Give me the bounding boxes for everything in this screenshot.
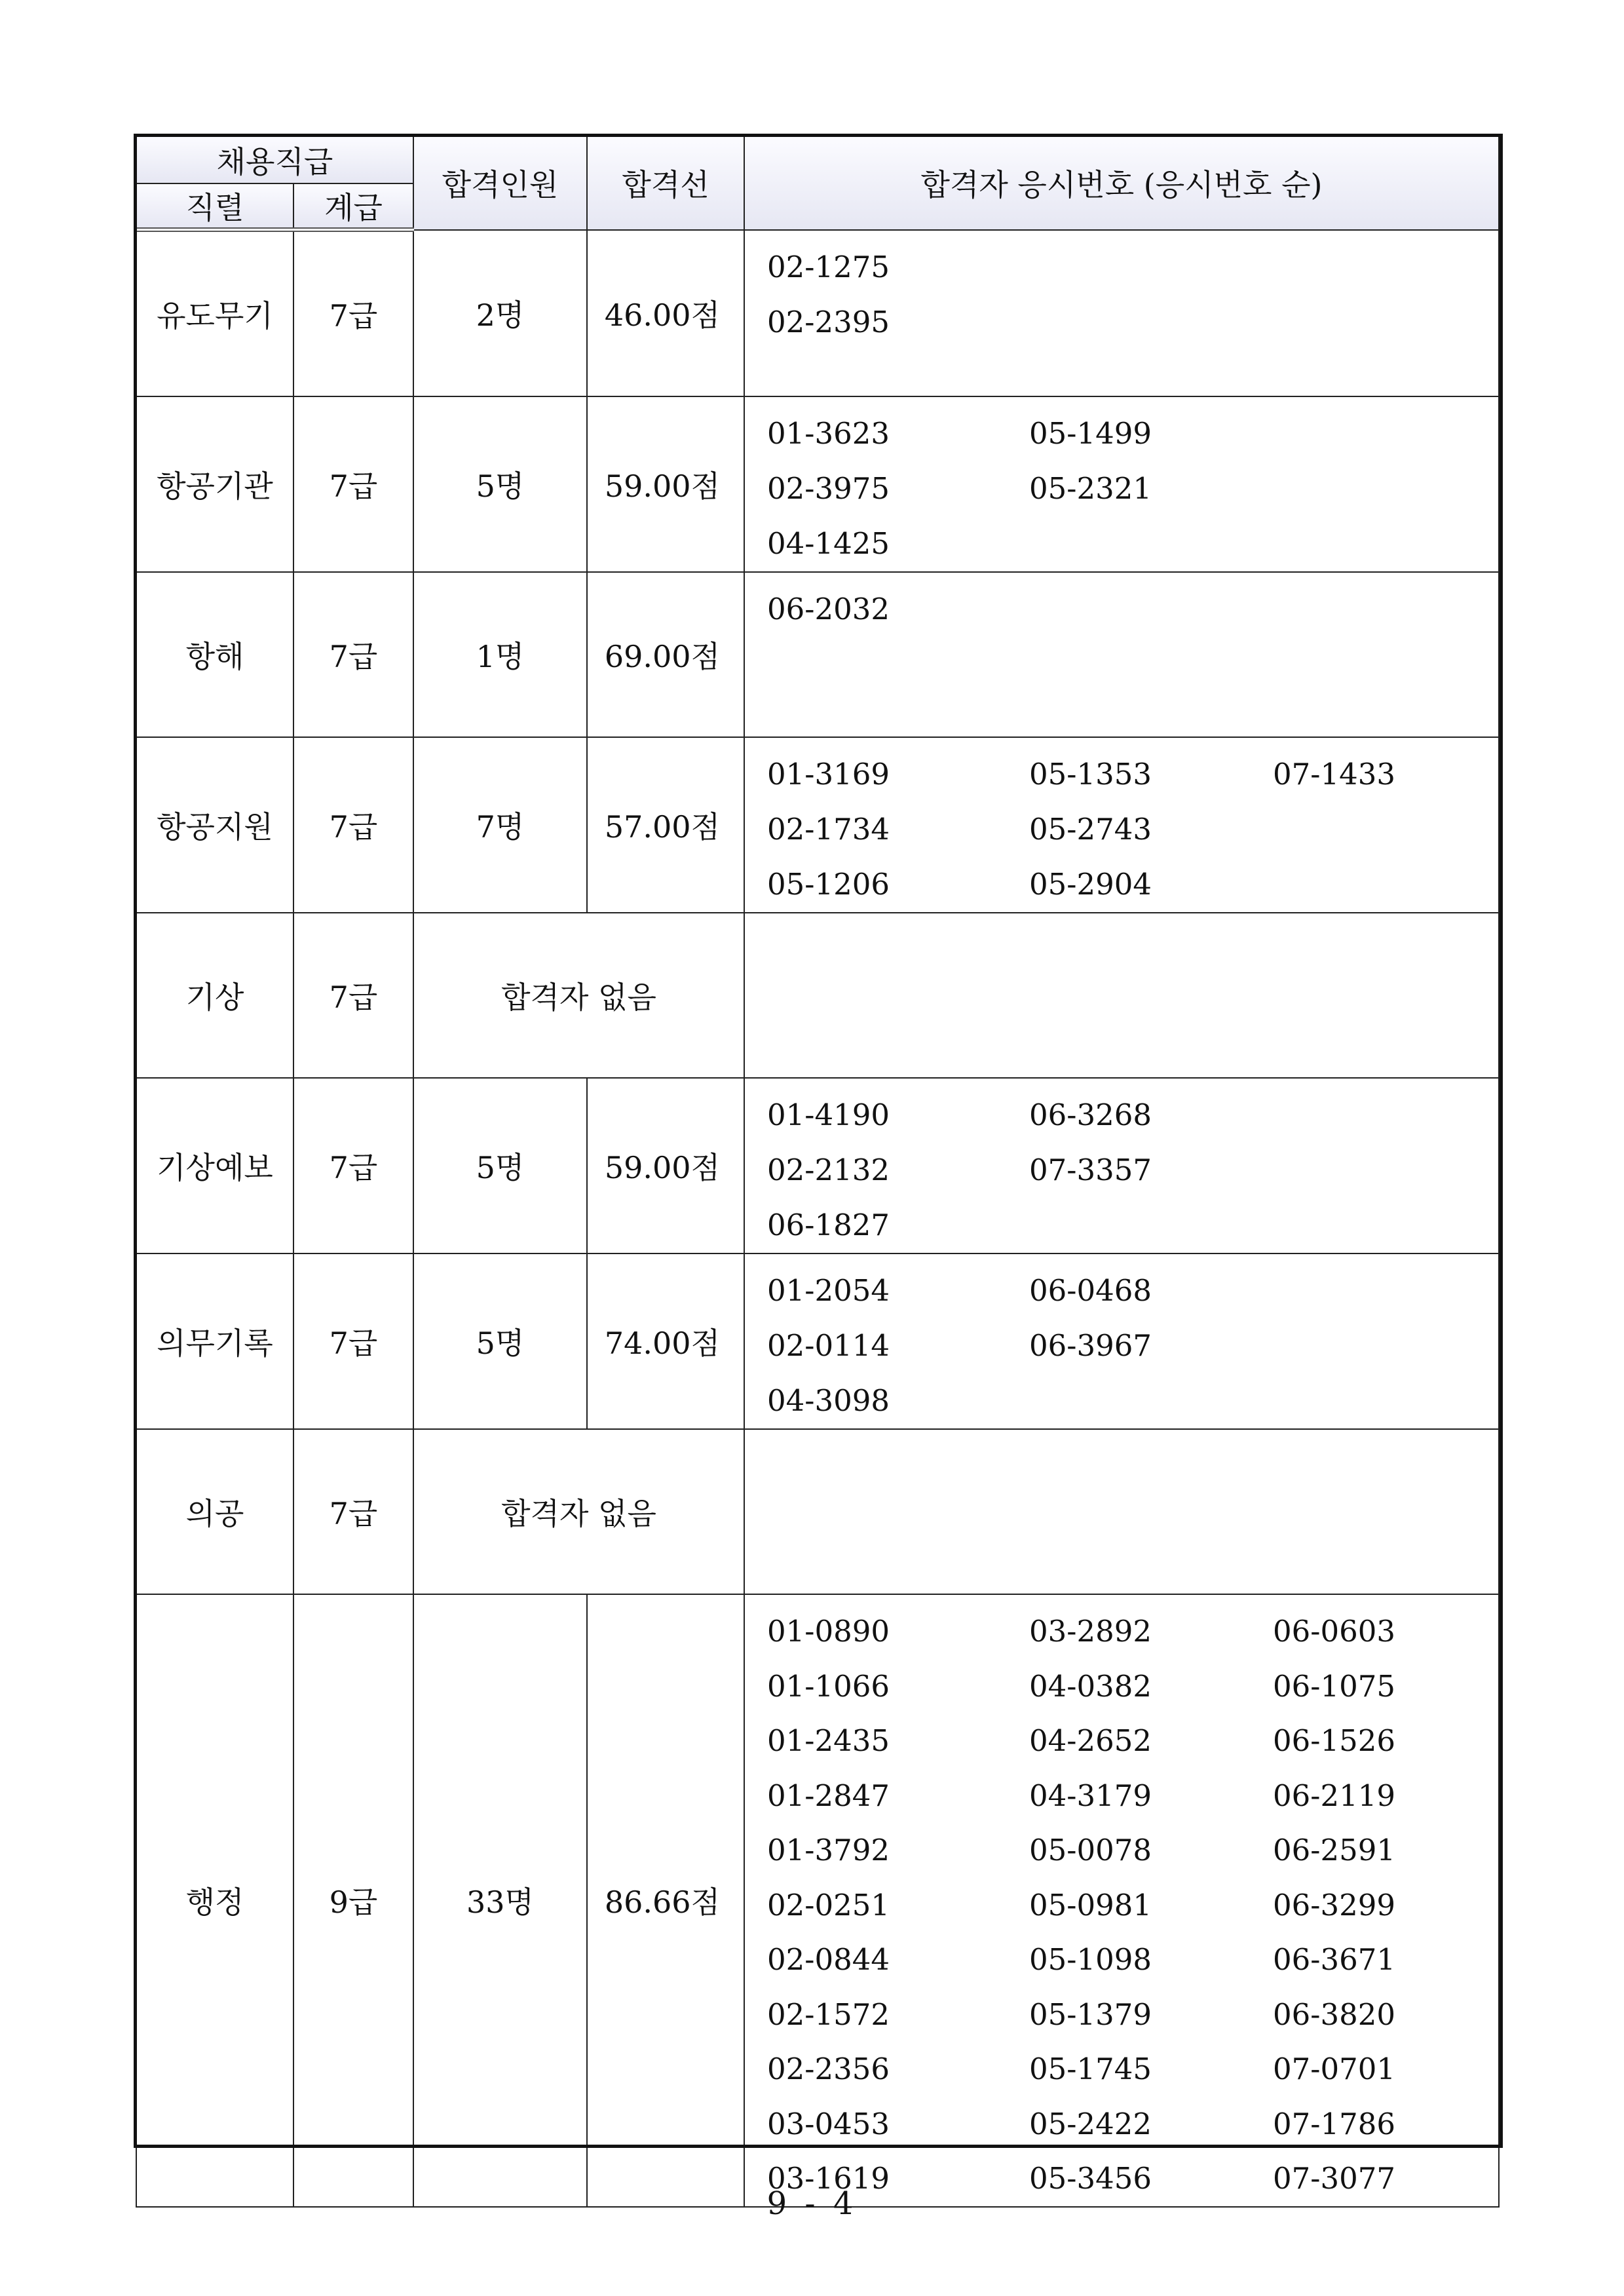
exam-number: 06-3671 — [1273, 1942, 1395, 1977]
table-row — [136, 396, 1499, 572]
exam-number: 01-1066 — [767, 1668, 890, 1704]
exam-number: 05-1379 — [1029, 1997, 1152, 2032]
grade-cell: 7급 — [293, 1078, 413, 1253]
exam-number — [1273, 295, 1509, 350]
numbers-cell — [744, 913, 1499, 1078]
numbers-grid — [767, 406, 1498, 571]
numbers-cell — [744, 737, 1499, 913]
exam-number: 02-2395 — [767, 304, 890, 339]
exam-number: 07-1433 — [1273, 757, 1395, 792]
header-job: 직렬 — [136, 183, 293, 230]
exam-number — [1273, 240, 1509, 295]
exam-number — [1273, 1198, 1509, 1253]
numbers-grid — [767, 582, 1498, 637]
exam-number: 05-1206 — [767, 867, 890, 902]
exam-number: 04-2652 — [1029, 1723, 1152, 1758]
table-row — [136, 230, 1499, 397]
exam-number — [1273, 516, 1509, 571]
exam-number: 03-0453 — [767, 2106, 890, 2141]
exam-number — [1029, 240, 1273, 295]
exam-number: 06-3268 — [1029, 1098, 1152, 1132]
numbers-cell — [744, 1253, 1499, 1429]
page-number: 9 - 4 — [766, 2185, 858, 2222]
exam-number — [1273, 802, 1509, 857]
exam-number: 01-0890 — [767, 1614, 890, 1649]
exam-number: 07-3357 — [1029, 1153, 1152, 1187]
count-cell: 1명 — [413, 572, 587, 737]
numbers-grid — [767, 747, 1498, 912]
exam-number — [1273, 1318, 1509, 1373]
table-row — [136, 1253, 1499, 1429]
grade-cell: 7급 — [293, 737, 413, 913]
job-cell: 의무기록 — [136, 1253, 293, 1429]
exam-number: 01-4190 — [767, 1098, 890, 1132]
cutoff-cell: 57.00점 — [587, 737, 744, 913]
exam-number: 03-1619 — [767, 2161, 890, 2196]
job-cell: 유도무기 — [136, 230, 293, 397]
grade-cell: 7급 — [293, 913, 413, 1078]
grade-cell: 7급 — [293, 1429, 413, 1594]
exam-number — [1029, 1373, 1273, 1428]
exam-number — [1273, 1373, 1509, 1428]
exam-number: 06-2119 — [1273, 1778, 1395, 1813]
table-row — [136, 1078, 1499, 1253]
exam-number: 06-2591 — [1273, 1833, 1395, 1867]
job-cell: 항해 — [136, 572, 293, 737]
cutoff-cell: 69.00점 — [587, 572, 744, 737]
exam-number — [1273, 1088, 1509, 1143]
exam-number: 05-1353 — [1029, 757, 1152, 792]
exam-number: 06-0603 — [1273, 1614, 1395, 1649]
table-row — [136, 737, 1499, 913]
exam-number: 05-1499 — [1029, 416, 1152, 451]
exam-number — [1029, 295, 1273, 350]
results-table — [136, 136, 1500, 2208]
exam-number: 04-1425 — [767, 526, 890, 561]
exam-number: 06-3967 — [1029, 1328, 1152, 1363]
count-cell: 7명 — [413, 737, 587, 913]
exam-number — [1029, 516, 1273, 571]
exam-number: 07-1786 — [1273, 2106, 1395, 2141]
exam-number: 06-3820 — [1273, 1997, 1395, 2032]
grade-cell: 7급 — [293, 230, 413, 397]
exam-number: 06-0468 — [1029, 1273, 1152, 1308]
exam-number: 06-1827 — [767, 1208, 890, 1242]
exam-number: 05-3456 — [1029, 2161, 1152, 2196]
cutoff-cell: 59.00점 — [587, 1078, 744, 1253]
exam-number: 01-3792 — [767, 1833, 890, 1867]
grade-cell: 7급 — [293, 572, 413, 737]
numbers-cell — [744, 1594, 1499, 2207]
count-cell: 5명 — [413, 396, 587, 572]
job-cell: 행정 — [136, 1594, 293, 2207]
table-row — [136, 1594, 1499, 2207]
job-cell: 항공기관 — [136, 396, 293, 572]
exam-number: 07-3077 — [1273, 2161, 1395, 2196]
header-category: 채용직급 — [136, 136, 413, 183]
header-grade: 계급 — [293, 183, 413, 230]
cutoff-cell: 86.66점 — [587, 1594, 744, 2207]
exam-number — [1273, 406, 1509, 461]
count-cell: 5명 — [413, 1253, 587, 1429]
cutoff-cell: 59.00점 — [587, 396, 744, 572]
exam-number: 05-0078 — [1029, 1833, 1152, 1867]
exam-number — [1273, 582, 1509, 637]
numbers-grid — [767, 1604, 1498, 2206]
count-cell: 33명 — [413, 1594, 587, 2207]
exam-number: 05-1098 — [1029, 1942, 1152, 1977]
job-cell: 의공 — [136, 1429, 293, 1594]
exam-number: 05-1745 — [1029, 2052, 1152, 2086]
exam-number: 06-1526 — [1273, 1723, 1395, 1758]
numbers-cell — [744, 1078, 1499, 1253]
no-passers-cell: 합격자 없음 — [413, 1429, 744, 1594]
job-cell: 기상 — [136, 913, 293, 1078]
exam-number: 02-0844 — [767, 1942, 890, 1977]
count-cell: 5명 — [413, 1078, 587, 1253]
job-cell: 기상예보 — [136, 1078, 293, 1253]
count-cell: 2명 — [413, 230, 587, 397]
numbers-cell — [744, 230, 1499, 397]
exam-number: 01-2847 — [767, 1778, 890, 1813]
numbers-cell — [744, 1429, 1499, 1594]
numbers-grid — [767, 1088, 1498, 1253]
exam-number: 02-0251 — [767, 1887, 890, 1923]
job-cell: 항공지원 — [136, 737, 293, 913]
numbers-cell — [744, 396, 1499, 572]
exam-number: 02-2132 — [767, 1153, 890, 1187]
cutoff-cell: 74.00점 — [587, 1253, 744, 1429]
header-count: 합격인원 — [413, 136, 587, 230]
grade-cell: 9급 — [293, 1594, 413, 2207]
table-row — [136, 572, 1499, 737]
exam-number — [1273, 857, 1509, 912]
exam-number: 01-2435 — [767, 1723, 890, 1758]
grade-cell: 7급 — [293, 1253, 413, 1429]
exam-number — [1029, 1198, 1273, 1253]
exam-number: 06-1075 — [1273, 1668, 1395, 1704]
exam-number: 02-1572 — [767, 1997, 890, 2032]
exam-number: 02-1275 — [767, 249, 890, 284]
exam-number — [1273, 1263, 1509, 1318]
exam-number: 01-2054 — [767, 1273, 890, 1308]
exam-number: 06-3299 — [1273, 1887, 1395, 1923]
exam-number: 05-2743 — [1029, 812, 1152, 847]
exam-number: 05-2422 — [1029, 2106, 1152, 2141]
header-cutoff: 합격선 — [587, 136, 744, 230]
numbers-grid — [767, 240, 1498, 350]
exam-number: 02-1734 — [767, 812, 890, 847]
exam-number: 02-2356 — [767, 2052, 890, 2086]
cutoff-cell: 46.00점 — [587, 230, 744, 397]
exam-number: 05-2904 — [1029, 867, 1152, 902]
exam-number: 04-3098 — [767, 1383, 890, 1418]
exam-number: 07-0701 — [1273, 2052, 1395, 2086]
exam-number — [1029, 582, 1273, 637]
exam-number: 04-3179 — [1029, 1778, 1152, 1813]
exam-number: 05-0981 — [1029, 1887, 1152, 1923]
no-passers-cell: 합격자 없음 — [413, 913, 744, 1078]
table-row — [136, 1429, 1499, 1594]
exam-number: 05-2321 — [1029, 471, 1152, 506]
numbers-cell — [744, 572, 1499, 737]
exam-number: 01-3623 — [767, 416, 890, 451]
exam-number: 04-0382 — [1029, 1668, 1152, 1704]
table-row — [136, 913, 1499, 1078]
header-numbers: 합격자 응시번호 (응시번호 순) — [744, 136, 1499, 230]
exam-number — [1273, 461, 1509, 516]
numbers-grid — [767, 1263, 1498, 1428]
exam-number: 02-0114 — [767, 1328, 890, 1363]
exam-number — [1273, 1143, 1509, 1198]
exam-number: 06-2032 — [767, 592, 890, 626]
exam-number: 02-3975 — [767, 471, 890, 506]
grade-cell: 7급 — [293, 396, 413, 572]
table-body — [136, 230, 1499, 2207]
exam-number: 01-3169 — [767, 757, 890, 792]
exam-number: 03-2892 — [1029, 1614, 1152, 1649]
